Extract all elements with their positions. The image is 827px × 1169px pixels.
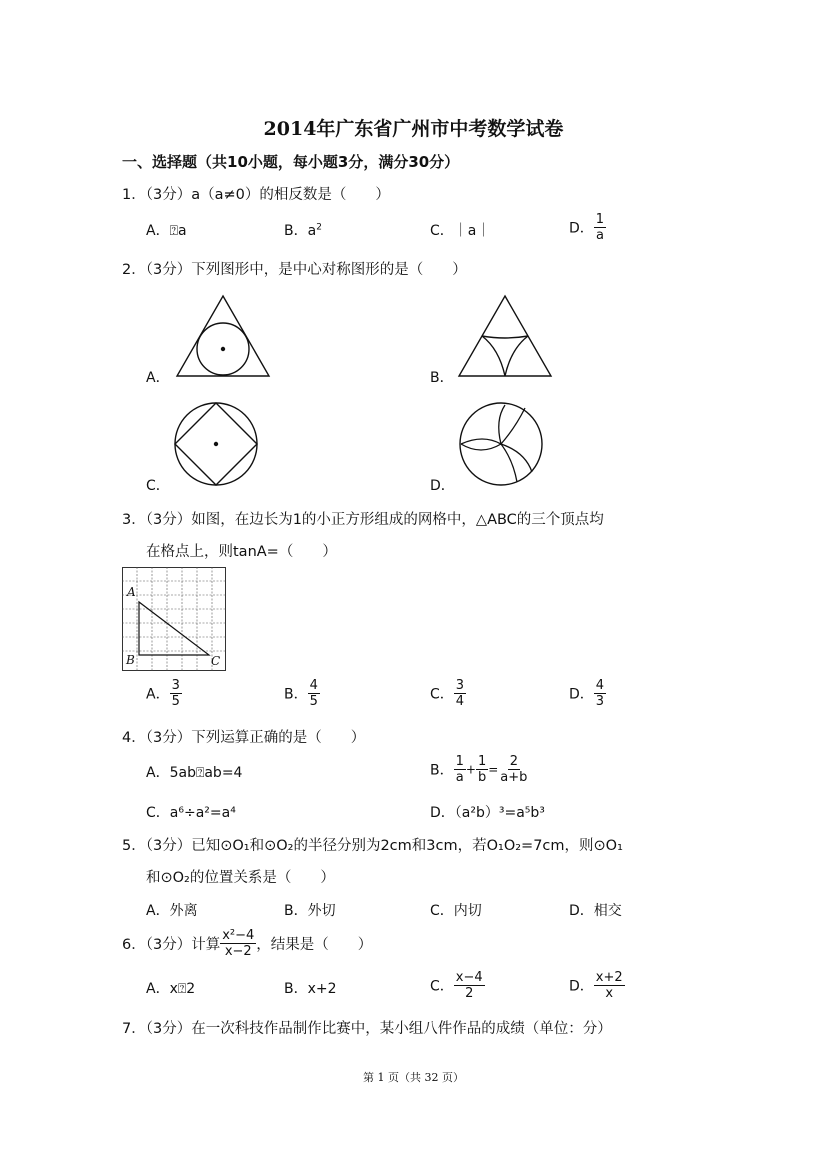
- question-7-stem: 7．（3分）在一次科技作品制作比赛中，某小组八件作品的成绩（单位：分）: [122, 1021, 612, 1037]
- q3-option-a: A． $\frac{3}{5}$: [146, 678, 180, 709]
- q3-vertex-b-label: B: [126, 653, 135, 667]
- q4-option-a: A．5ab⍰ab=4: [146, 765, 243, 781]
- q3-option-d: D． $\frac{4}{3}$: [569, 678, 605, 709]
- q5-option-d: D．相交: [569, 903, 622, 919]
- q1-option-a: A．⍰a: [146, 223, 187, 239]
- q2-figure-c: [172, 400, 260, 488]
- question-5-stem-line1: 5．（3分）已知⊙O₁和⊙O₂的半径分别为2cm和3cm，若O₁O₂=7cm，则⊙O₁: [122, 838, 623, 854]
- q2-option-a-label: A．: [146, 370, 170, 386]
- question-2-stem: 2．（3分）下列图形中，是中心对称图形的是（ ）: [122, 262, 467, 278]
- page-footer: 第 1 页（共 32 页）: [363, 1071, 464, 1084]
- question-3-stem-line2: 在格点上，则tanA=（ ）: [146, 544, 337, 560]
- q2-option-d-label: D．: [430, 478, 455, 494]
- q2-figure-d: [455, 400, 547, 488]
- q6-option-c: C． $\frac{x-4}{2}$: [430, 970, 483, 1001]
- q2-option-c-label: C．: [146, 478, 170, 494]
- q6-option-b: B．x+2: [284, 981, 337, 997]
- q4-option-c: C．a⁶÷a²=a⁴: [146, 805, 236, 821]
- q6-option-a: A．x⍰2: [146, 981, 196, 997]
- question-6-stem: 6．（3分）计算 $\frac{\text{x²−4}}{x-2}$ ，结果是（ ）: [122, 928, 373, 959]
- q4-option-b: B． $\frac{1}{a}$ + $\frac{1}{b}$ = $\frac{2}{a+b}$: [430, 754, 528, 785]
- q1-option-d: D． $\frac{1}{a}$: [569, 212, 605, 243]
- q1-option-b: B．$a^2$: [284, 222, 322, 239]
- question-1-stem: 1．（3分）a（a≠0）的相反数是（ ）: [122, 187, 390, 203]
- q3-vertex-a-label: A: [127, 585, 136, 599]
- section-header: 一、选择题（共10小题，每小题3分，满分30分）: [122, 153, 460, 171]
- q3-option-c: C． $\frac{3}{4}$: [430, 678, 465, 709]
- q4-option-d: D．（a²b）³=a⁵b³: [430, 805, 545, 821]
- question-3-stem-line1: 3．（3分）如图，在边长为1的小正方形组成的网格中，△ABC的三个顶点均: [122, 512, 604, 528]
- q5-option-a: A．外离: [146, 903, 198, 919]
- q3-option-b: B． $\frac{4}{5}$: [284, 678, 318, 709]
- q2-option-b-label: B．: [430, 370, 454, 386]
- q3-vertex-c-label: C: [211, 654, 221, 668]
- q2-figure-a: [174, 294, 272, 378]
- question-4-stem: 4．（3分）下列运算正确的是（ ）: [122, 730, 366, 746]
- q1-option-c: C．｜a｜: [430, 223, 491, 239]
- q5-option-c: C．内切: [430, 903, 482, 919]
- q5-option-b: B．外切: [284, 903, 336, 919]
- q2-figure-b: [456, 294, 554, 378]
- q6-option-d: D． $\frac{x+2}{x}$: [569, 970, 623, 1001]
- page-title: 2014年广东省广州市中考数学试卷: [263, 118, 564, 140]
- question-5-stem-line2: 和⊙O₂的位置关系是（ ）: [146, 870, 335, 886]
